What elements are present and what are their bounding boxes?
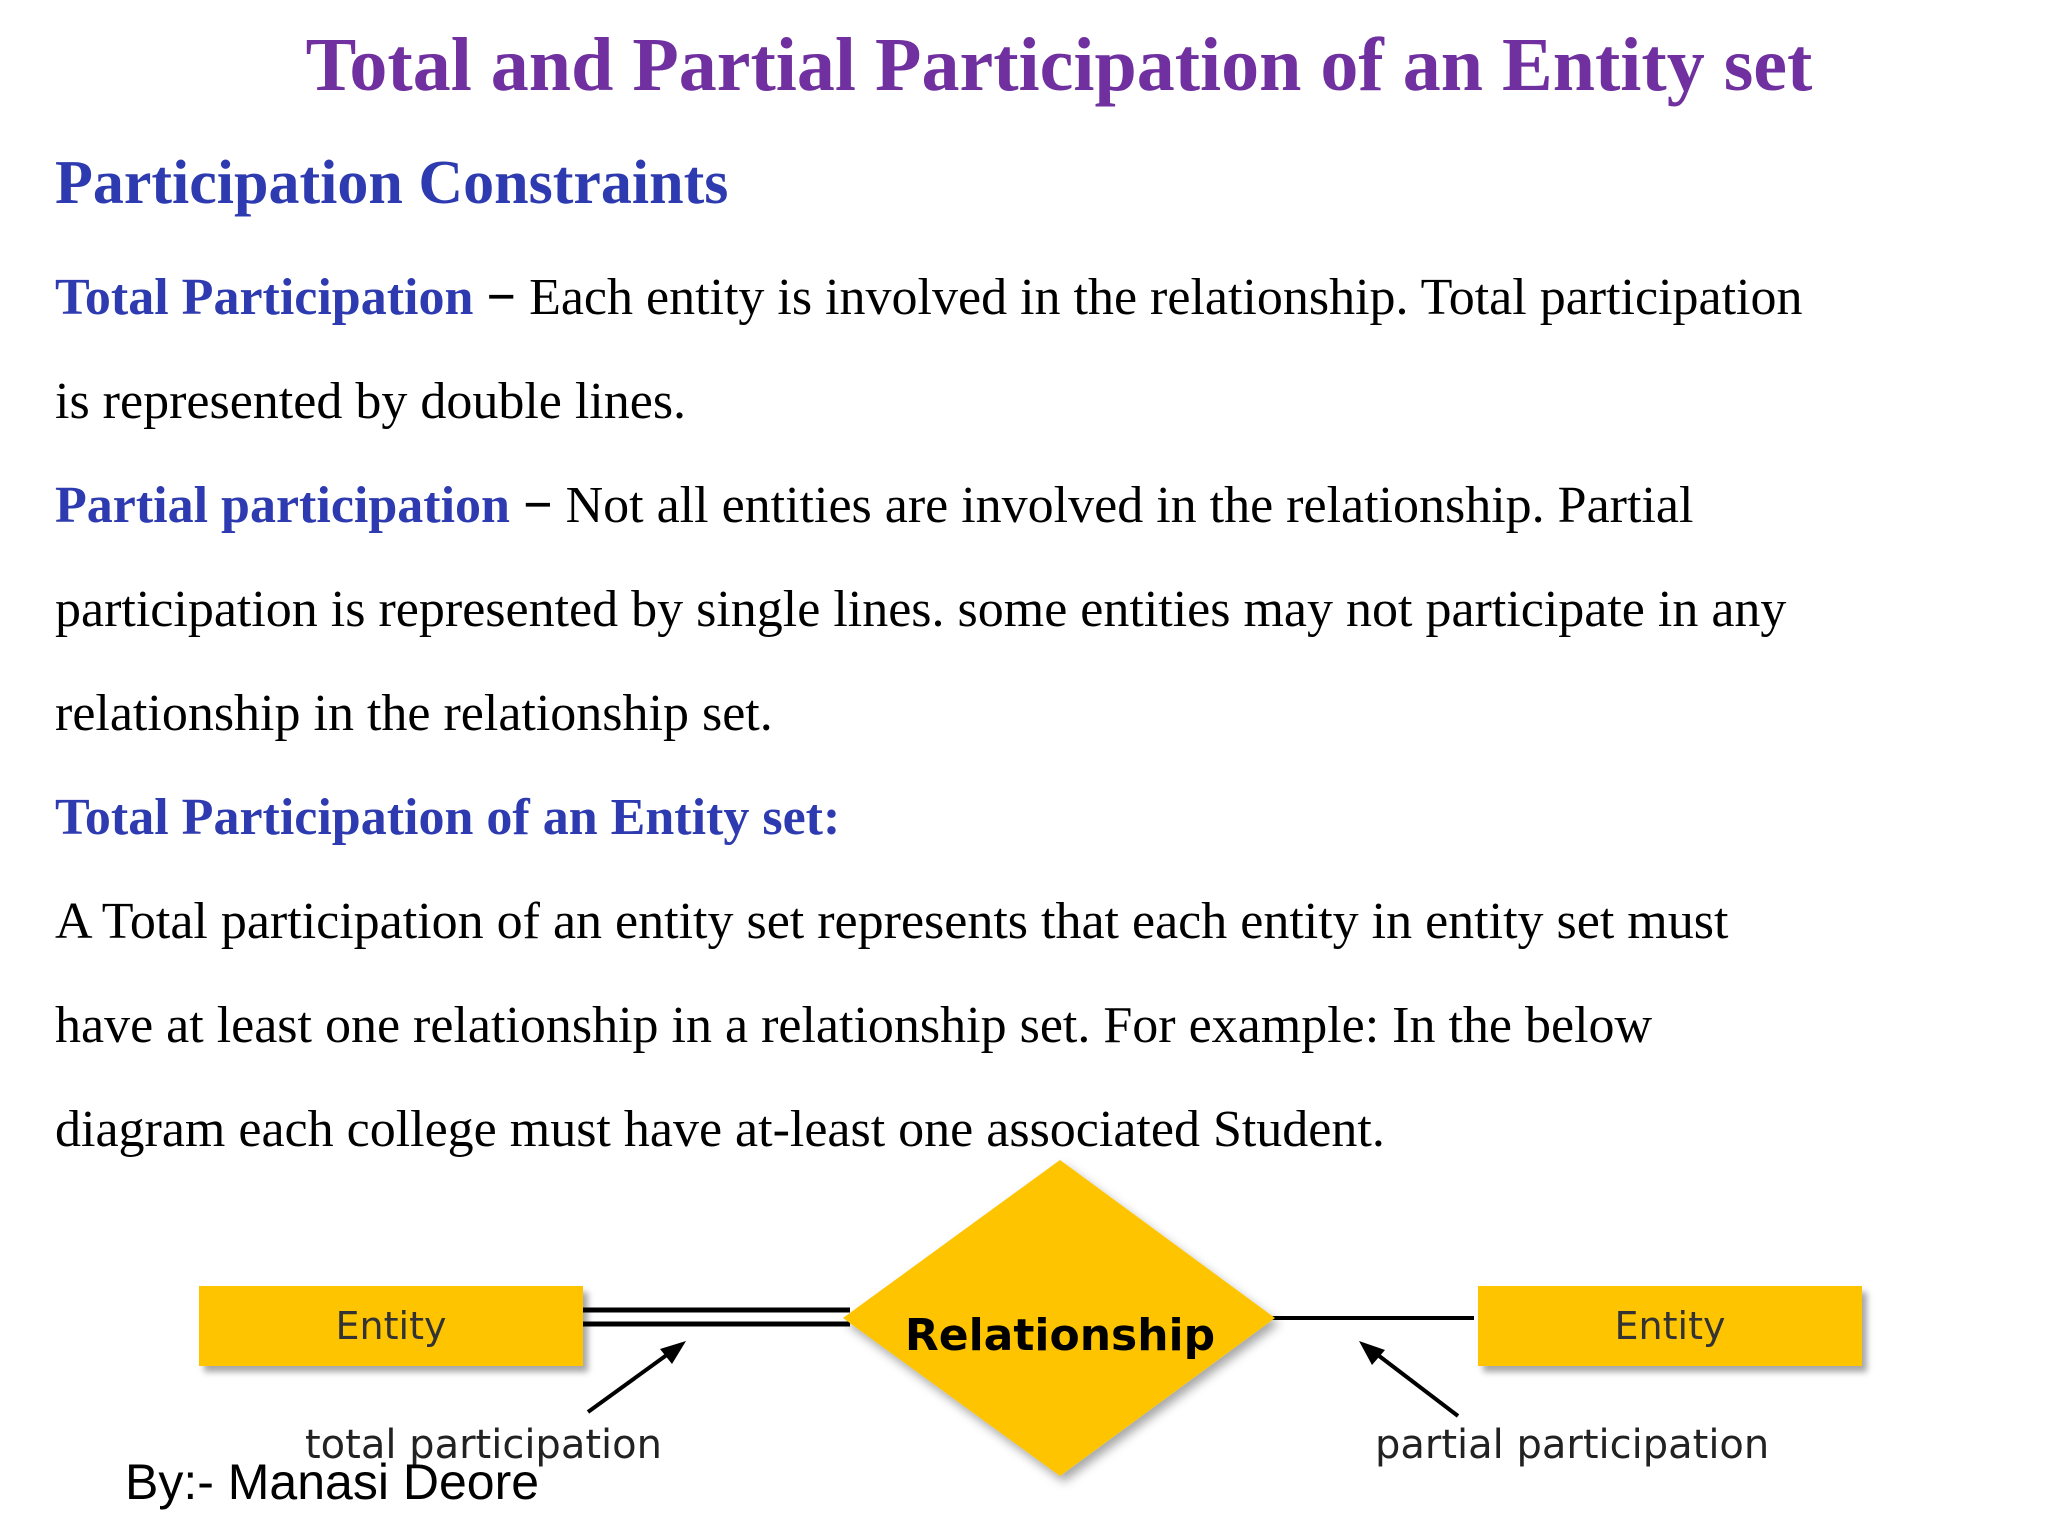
partial-participation-line-2: participation is represented by single lines. some entities may not participate in any	[55, 581, 1787, 638]
total-participation-caption: total participation	[305, 1422, 662, 1468]
total-participation-line-2: is represented by double lines.	[55, 373, 687, 430]
partial-participation-arrow	[1370, 1349, 1458, 1416]
total-participation-text: Each entity is involved in the relationship. Total participation	[529, 269, 1803, 326]
partial-participation-arrowhead	[1359, 1341, 1385, 1365]
total-participation-arrow	[588, 1349, 675, 1412]
partial-participation-line-3: relationship in the relationship set.	[55, 685, 773, 742]
total-participation-dash: −	[473, 269, 530, 326]
page-title: Total and Partial Participation of an Entity set	[305, 23, 1813, 107]
total-set-heading: Total Participation of an Entity set:	[55, 789, 841, 846]
total-participation-line-1	[55, 268, 1803, 328]
relationship-label: Relationship	[904, 1310, 1216, 1361]
partial-participation-line-1	[55, 476, 1693, 536]
author-credit: By:- Manasi Deore	[125, 1454, 540, 1510]
right-entity-label: Entity	[1614, 1304, 1726, 1348]
partial-participation-dash: −	[509, 477, 566, 534]
partial-participation-term: Partial participation	[55, 477, 510, 534]
section-heading: Participation Constraints	[55, 149, 729, 217]
total-participation-term: Total Participation	[55, 269, 474, 326]
total-participation-arrowhead	[660, 1341, 686, 1364]
partial-participation-caption: partial participation	[1375, 1422, 1770, 1468]
right-entity-box	[1478, 1286, 1862, 1366]
left-entity-label: Entity	[335, 1304, 447, 1348]
total-set-line-1: A Total participation of an entity set represents that each entity in entity set must	[55, 893, 1729, 950]
left-entity-box	[199, 1286, 583, 1366]
total-set-line-2: have at least one relationship in a relationship set. For example: In the below	[55, 997, 1653, 1054]
partial-participation-text: Not all entities are involved in the relationship. Partial	[565, 477, 1694, 534]
total-set-line-3: diagram each college must have at-least one associated Student.	[55, 1101, 1385, 1158]
